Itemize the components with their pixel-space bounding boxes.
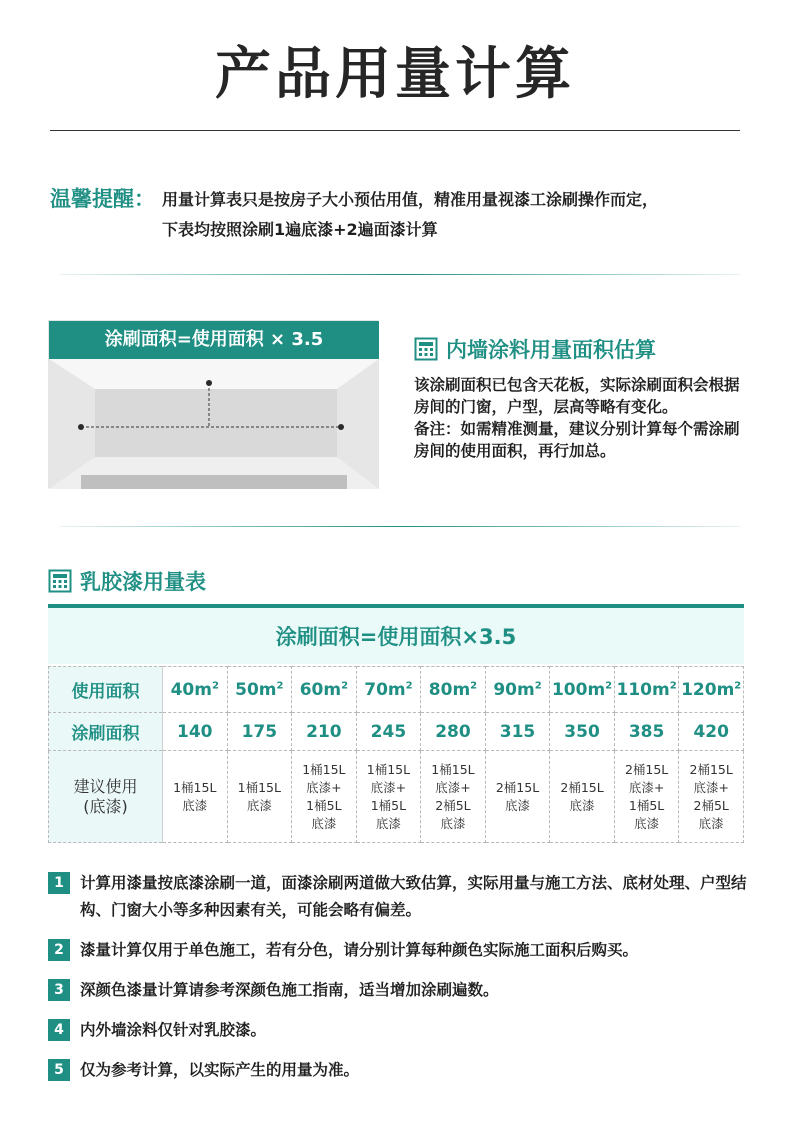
use-area-cell: $60m^2$ [292,667,357,713]
note-item [48,1017,748,1044]
note-number-badge: 3 [48,979,70,1001]
side-title-text: 内墙涂料用量面积估算 [446,338,656,362]
side-title [414,334,656,364]
note-text: 仅为参考计算，以实际产生的用量为准。 [80,1061,360,1079]
note-item [48,870,748,924]
note-item [48,937,748,964]
reminder-label: 温馨提醒： [50,187,155,211]
use-area-cell: $80m^2$ [421,667,486,713]
note-text: 深颜色漆量计算请参考深颜色施工指南，适当增加涂刷遍数。 [80,981,499,999]
suggest-cell: 1桶15L 底漆 [227,751,292,843]
paint-area-cell: 385 [614,713,679,751]
note-number-badge: 4 [48,1019,70,1041]
note-number-badge: 2 [48,939,70,961]
note-text: 计算用漆量按底漆涂刷一道，面漆涂刷两道做大致估算，实际用量与施工方法、底材处理、户型结构、门窗大小等多种因素有关，可能会略有偏差。 [80,874,747,919]
suggest-cell: 1桶15L 底漆+ 1桶5L 底漆 [292,751,357,843]
suggest-cell: 2桶15L 底漆 [550,751,615,843]
paint-area-cell: 350 [550,713,615,751]
title-divider [50,130,740,131]
suggest-cell: 2桶15L 底漆+ 2桶5L 底漆 [679,751,744,843]
calculator-icon [414,337,438,361]
note-item [48,1057,748,1084]
suggest-cell: 2桶15L 底漆+ 1桶5L 底漆 [614,751,679,843]
room-formula: 涂刷面积=使用面积 × 3.5 [49,321,379,359]
note-item [48,977,748,1004]
use-area-cell: $70m^2$ [356,667,421,713]
paint-area-cell: 210 [292,713,357,751]
note-number-badge: 1 [48,872,70,894]
side-paragraph-2: 备注：如需精准测量，建议分别计算每个需涂刷房间的使用面积，再行加总。 [414,420,740,460]
row-label-paint-area: 涂刷面积 [49,713,163,751]
table-row [49,751,744,843]
page-title: 产品用量计算 [215,42,575,107]
note-text: 内外墙涂料仅针对乳胶漆。 [80,1021,267,1039]
usage-table [48,604,744,843]
use-area-cell: $40m^2$ [163,667,228,713]
note-text: 漆量计算仅用于单色施工，若有分色，请分别计算每种颜色实际施工面积后购买。 [80,941,639,959]
suggest-cell: 1桶15L 底漆+ 1桶5L 底漆 [356,751,421,843]
side-text [414,374,744,462]
note-number-badge: 5 [48,1059,70,1081]
use-area-cell: $120m^2$ [679,667,744,713]
table-row [49,713,744,751]
use-area-cell: $100m^2$ [550,667,615,713]
reminder-line-2: 下表均按照涂刷1遍底漆+2遍面漆计算 [162,220,438,239]
table-formula: 涂刷面积=使用面积×3.5 [48,608,744,666]
usage-table-grid [48,666,744,843]
notes-list [48,870,748,1097]
suggest-cell: 2桶15L 底漆 [485,751,550,843]
suggest-cell: 1桶15L 底漆+ 2桶5L 底漆 [421,751,486,843]
room-drawing [49,359,379,489]
divider [60,526,740,527]
table-section-title-text: 乳胶漆用量表 [80,570,206,594]
paint-area-cell: 175 [227,713,292,751]
reminder-text [162,185,762,245]
use-area-cell: $110m^2$ [614,667,679,713]
divider [60,274,740,275]
table-section-title [48,566,206,596]
table-row [49,667,744,713]
reminder-line-1: 用量计算表只是按房子大小预估用值，精准用量视漆工涂刷操作而定， [162,190,659,209]
paint-area-cell: 245 [356,713,421,751]
paint-area-cell: 315 [485,713,550,751]
row-label-suggest: 建议使用 (底漆) [49,751,163,843]
suggest-cell: 1桶15L 底漆 [163,751,228,843]
paint-area-cell: 140 [163,713,228,751]
paint-area-cell: 420 [679,713,744,751]
use-area-cell: $90m^2$ [485,667,550,713]
room-illustration [48,320,378,488]
use-area-cell: $50m^2$ [227,667,292,713]
calculator-icon [48,569,72,593]
row-label-use-area: 使用面积 [49,667,163,713]
side-paragraph-1: 该涂刷面积已包含天花板，实际涂刷面积会根据房间的门窗，户型，层高等略有变化。 [414,376,740,416]
paint-area-cell: 280 [421,713,486,751]
